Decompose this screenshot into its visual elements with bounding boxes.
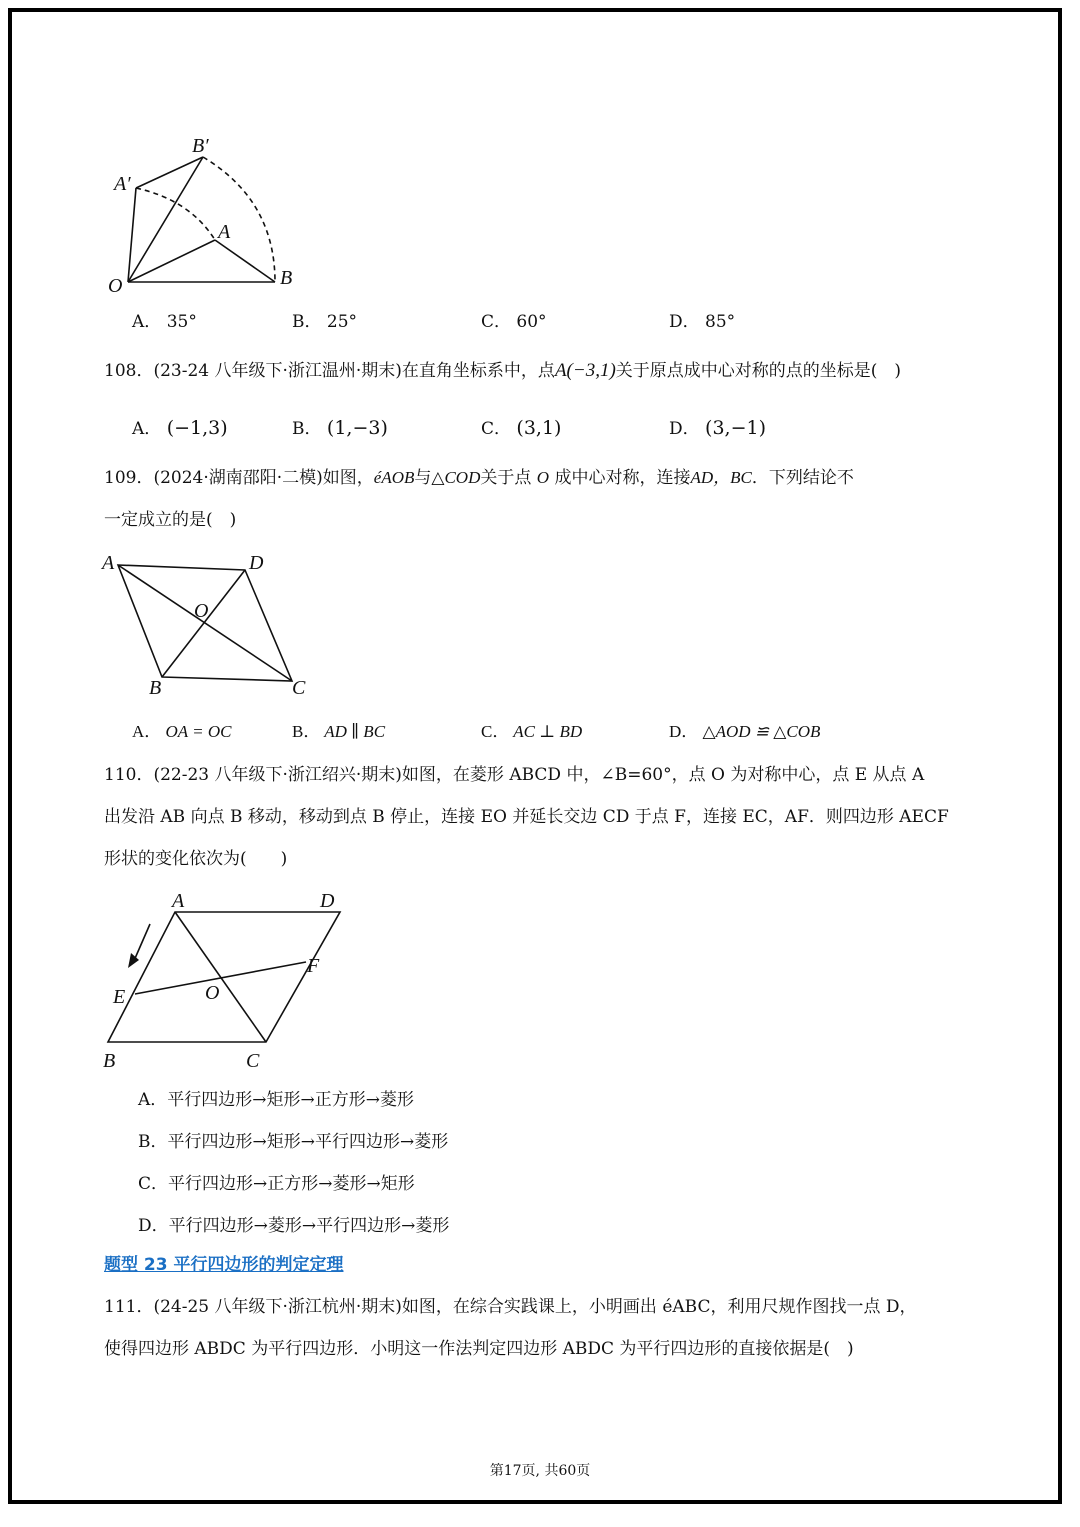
question-number: 110． [104,765,154,785]
label-o: O [205,982,220,1004]
q110-option-d [138,1215,449,1237]
option-text: 平行四边形→矩形→正方形→菱形 [167,1090,415,1110]
option-key: D． [669,419,700,439]
label-c: C [292,677,306,699]
q110-stem-line2: 出发沿 AB 向点 B 移动，移动到点 B 停止，连接 EO 并延长交边 CD 于点 F，连接 EC，AF．则四边形 AECF [104,807,949,827]
q108-prefix: (23-24 八年级下·浙江温州·期末)在直角坐标系中，点 [153,361,555,381]
option-text: (3,−1) [705,417,767,439]
option-key: A． [132,419,162,439]
q109-text-a: (2024·湖南邵阳·二模)如图， [153,468,374,488]
label-d: D [320,890,335,912]
option-key: C． [481,722,510,741]
option-key: C． [481,419,512,439]
option-key: D． [138,1216,169,1236]
label-a: A [172,890,185,912]
option-text: △AOD ≌ △COB [702,722,821,741]
q109-text-b: 与 [414,468,432,488]
q110-text-1: (22-23 八年级下·浙江绍兴·期末)如图，在菱形 ABCD 中，∠B=60°，点 O 为对称中心，点 E 从点 A [153,765,925,785]
label-d: D [249,552,264,574]
question-number: 111． [104,1297,154,1317]
q110-option-c [138,1173,415,1195]
option-text: 85° [705,312,736,332]
q109-segments: AD，BC [690,468,752,487]
q108-suffix: 关于原点成中心对称的点的坐标是( ) [615,361,902,381]
option-text: 平行四边形→正方形→菱形→矩形 [168,1174,415,1194]
arrow-head [128,953,139,968]
option-text: OA = OC [165,722,232,741]
label-b: B [149,677,162,699]
option-key: A． [132,722,162,741]
q108-point: A(−3,1) [554,360,616,381]
option-key: B． [292,419,322,439]
q110-stem-line3: 形状的变化依次为( ) [104,849,288,869]
option-key: B． [292,722,321,741]
label-a-prime: A′ [114,173,131,195]
q109-text-e: ．下列结论不 [751,468,854,488]
q109-text-d: 成中心对称，连接 [554,468,691,488]
option-key: C． [481,312,512,332]
option-key: A． [138,1090,168,1110]
option-text: AC ⊥ BD [513,722,583,741]
option-text: 平行四边形→矩形→平行四边形→菱形 [167,1132,449,1152]
option-text: 35° [166,312,197,332]
q110-option-a [138,1089,414,1111]
q109-text-c: 关于点 [480,468,532,488]
q110-option-b [138,1131,448,1153]
label-e: E [113,986,126,1008]
option-key: D． [669,722,699,741]
option-text: 60° [516,312,547,332]
q109-triangle-cod: △COD [431,468,481,487]
option-text: 平行四边形→菱形→平行四边形→菱形 [168,1216,450,1236]
option-text: AD ∥ BC [324,722,386,741]
label-b: B [103,1050,116,1072]
q111-stem-line2: 使得四边形 ABDC 为平行四边形．小明这一作法判定四边形 ABDC 为平行四边形的直接依据是( ) [104,1339,854,1359]
option-text: (1,−3) [326,417,388,439]
option-key: B． [292,312,322,332]
q111-stem-line1 [104,1296,917,1318]
option-key: B． [138,1132,168,1152]
page-number: 第17页, 共60页 [489,1463,591,1479]
option-key: C． [138,1174,169,1194]
q109-triangle-aob: éAOB [373,468,415,487]
q109-stem-line2: 一定成立的是( ) [104,510,237,530]
label-b-prime: B′ [192,135,209,157]
section-heading[interactable]: 题型 23 平行四边形的判定定理 [104,1255,344,1275]
option-text: 25° [326,312,358,332]
q111-text-1: (24-25 八年级下·浙江杭州·期末)如图，在综合实践课上，小明画出 éABC，利用尺规作图找一点 D， [153,1297,917,1317]
label-b: B [280,267,293,289]
label-c: C [246,1050,260,1072]
option-text: (3,1) [516,417,562,439]
question-number: 108． [104,361,154,381]
label-o: O [194,600,209,622]
label-f: F [307,955,320,977]
option-key: A． [132,312,162,332]
option-key: D． [669,312,700,332]
label-a: A [102,552,115,574]
q109-point-o: O [536,468,550,487]
option-text: (−1,3) [166,417,228,439]
label-a: A [218,221,231,243]
label-o: O [108,275,123,297]
question-number: 109． [104,468,154,488]
